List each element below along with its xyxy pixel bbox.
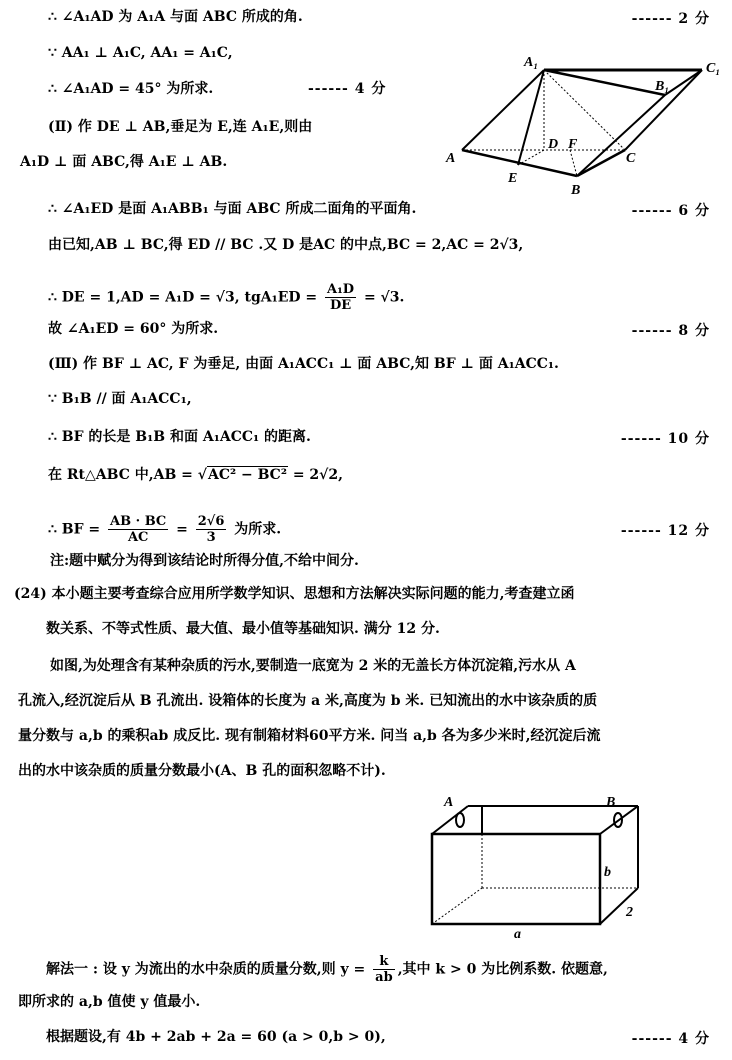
step-angle-definition: ∴ ∠A₁AD 为 A₁A 与面 ABC 所成的角. bbox=[48, 9, 303, 25]
label-b1: B₁ bbox=[655, 79, 670, 94]
part2-construction: (Ⅱ) 作 DE ⊥ AB,垂足为 E,连 A₁E,则由 bbox=[48, 119, 313, 135]
q24-problem-line1: 如图,为处理含有某种杂质的污水,要制造一底宽为 2 米的无盖长方体沉淀箱,污水从 A bbox=[50, 658, 576, 674]
label-d: D bbox=[548, 137, 559, 152]
label-c: C bbox=[626, 151, 636, 166]
label-b: B bbox=[571, 183, 581, 198]
solution-line2: 即所求的 a,b 值使 y 值最小. bbox=[18, 994, 201, 1010]
label-a: A bbox=[446, 151, 456, 166]
part2-compute bbox=[48, 282, 404, 313]
label-f: F bbox=[568, 137, 578, 152]
score-4-solution: ------ 4 分 bbox=[631, 1031, 710, 1047]
q24-intro-line1: (24) 本小题主要考查综合应用所学数学知识、思想和方法解决实际问题的能力,考查建立函 bbox=[14, 586, 575, 602]
score-12: ------ 12 分 bbox=[620, 523, 710, 539]
q24-problem-line3: 量分数与 a,b 的乘积ab 成反比. 现有制箱材料60平方米. 问当 a,b 各为多少米时,经沉淀后流 bbox=[18, 728, 601, 744]
q24-intro-line2: 数关系、不等式性质、最大值、最小值等基础知识. 满分 12 分. bbox=[46, 621, 440, 637]
radicand: AC² − BC² bbox=[207, 467, 287, 483]
fraction-ab-bc-ac: $\frac{AB \cdot BC}{AC}$ bbox=[110, 514, 167, 545]
label-length-a: a bbox=[514, 927, 521, 940]
part3-distance: ∴ BF 的长是 B₁B 和面 A₁ACC₁ 的距离. bbox=[48, 429, 311, 445]
part2-given: 由已知,AB ⊥ BC,得 ED // BC .又 D 是AC 的中点,BC = 2,AC = 2√3, bbox=[48, 237, 524, 253]
label-a1: A₁ bbox=[524, 55, 539, 70]
q24-problem-line4: 出的水中该杂质的质量分数最小(A、B 孔的面积忽略不计). bbox=[18, 763, 386, 779]
part2-compute-b: = √3. bbox=[359, 289, 405, 306]
label-e: E bbox=[508, 171, 518, 186]
fraction-a1d-de: $\frac{\text{A₁D}}{DE}$ bbox=[327, 282, 355, 313]
part3-bf-result: ∴ BF = $\frac{AB \cdot BC}{AC}$ = $\frac{2√6}{3}$ 为所求. bbox=[48, 514, 282, 545]
label-hole-b: B bbox=[606, 795, 616, 810]
label-hole-a: A bbox=[444, 795, 454, 810]
part3-construction: (Ⅲ) 作 BF ⊥ AC, F 为垂足, 由面 A₁ACC₁ ⊥ 面 ABC,知 BF ⊥ 面 A₁ACC₁. bbox=[48, 356, 559, 372]
score-2: ------ 2 分 bbox=[631, 11, 710, 27]
scoring-note: 注:题中赋分为得到该结论时所得分值,不给中间分. bbox=[50, 553, 359, 569]
part2-dihedral-angle: ∴ ∠A₁ED 是面 A₁ABB₁ 与面 ABC 所成二面角的平面角. bbox=[48, 201, 417, 217]
part3-ab-length: 在 Rt△ABC 中,AB = √AC² − BC² = 2√2, bbox=[48, 467, 343, 483]
solution-line3: 根据题设,有 4b + 2ab + 2a = 60 (a > 0,b > 0), bbox=[46, 1029, 386, 1045]
step-angle-result: ∴ ∠A₁AD = 45° 为所求. bbox=[48, 81, 214, 97]
label-width-2: 2 bbox=[626, 905, 633, 920]
fraction-k-ab: $\frac{k}{ab}$ bbox=[375, 954, 393, 985]
part2-compute-a: ∴ DE = 1,AD = A₁D = √3, tgA₁ED = bbox=[48, 289, 323, 306]
tank-figure bbox=[410, 790, 670, 940]
prism-figure bbox=[440, 50, 730, 200]
score-8: ------ 8 分 bbox=[631, 323, 710, 339]
label-c1: C₁ bbox=[706, 61, 721, 76]
solution-line1: 解法一 : 设 y 为流出的水中杂质的质量分数,则 y = $\frac{k}{ab}$ ,其中 k > 0 为比例系数. 依题意, bbox=[46, 954, 608, 985]
part3-parallel: ∵ B₁B // 面 A₁ACC₁, bbox=[48, 391, 192, 407]
step-given-perpendicular: ∵ AA₁ ⊥ A₁C, AA₁ = A₁C, bbox=[48, 45, 233, 61]
part2-result: 故 ∠A₁ED = 60° 为所求. bbox=[48, 321, 219, 337]
fraction-2sqrt6-3: $\frac{2√6}{3}$ bbox=[197, 514, 225, 545]
score-6: ------ 6 分 bbox=[631, 203, 710, 219]
q24-problem-line2: 孔流入,经沉淀后从 B 孔流出. 设箱体的长度为 a 米,高度为 b 米. 已知流出的水中该杂质的质 bbox=[18, 693, 598, 709]
part2-perp: A₁D ⊥ 面 ABC,得 A₁E ⊥ AB. bbox=[20, 154, 228, 170]
score-4: ------ 4 分 bbox=[308, 81, 387, 97]
score-10: ------ 10 分 bbox=[620, 431, 710, 447]
label-height-b: b bbox=[604, 865, 611, 880]
